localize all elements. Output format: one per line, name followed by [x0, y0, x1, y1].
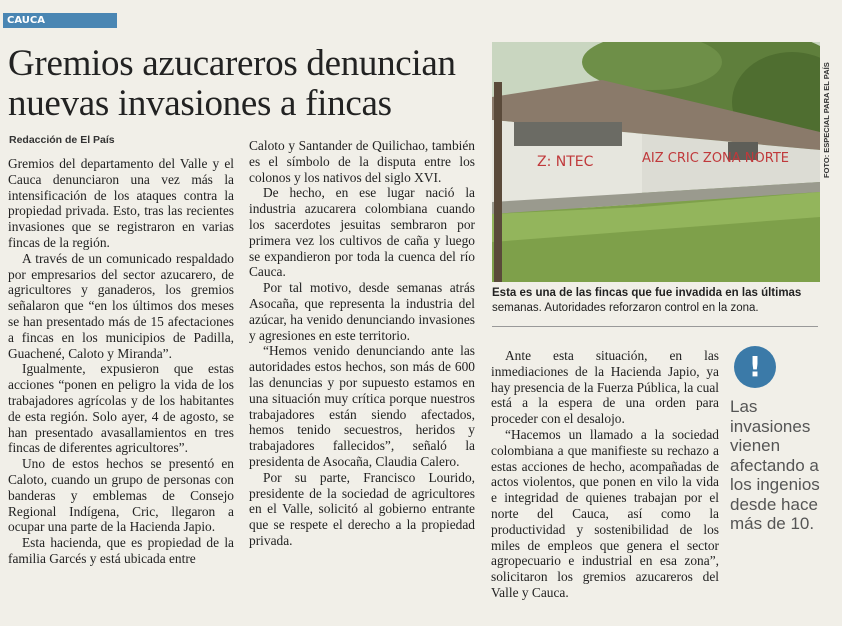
paragraph: De hecho, en ese lugar nació la industria azucarera colombiana cuando los sacerdotes jesuitas sembraron por primera vez los cultivos de caña y luego se expandieron por toda la cuenca del río Cauca.	[249, 185, 475, 280]
photo-caption	[492, 286, 822, 316]
photo-credit: FOTO: ESPECIAL PARA EL PAÍS	[822, 62, 831, 178]
section-tag: CAUCA	[3, 13, 117, 28]
wall-graffiti: Z: NTEC	[537, 154, 594, 170]
paragraph: Igualmente, expusieron que estas acciones “ponen en peligro la vida de los trabajadores agrícolas y de los habitantes de esta región. Solo ayer, 4 de agosto, se han presentado avasallamientos en tres fincas de diferentes agricultores”.	[8, 361, 234, 456]
paragraph: Caloto y Santander de Quilichao, también es el símbolo de la disputa entre los colonos y los nativos del siglo XVI.	[249, 138, 475, 185]
paragraph: “Hemos venido denunciando ante las autoridades estos hechos, son más de 600 las denuncias y por supuesto estamos en una situación muy crítica porque nuestros trabajadores están siendo afectados, hemos tenido secuestros, heridos y trabajadores fallecidos”, señaló la presidenta de Asocaña, Claudia Calero.	[249, 343, 475, 469]
paragraph: A través de un comunicado respaldado por empresarios del sector azucarero, de agricultores y ganaderos, los gremios señalaron que “en los últimos dos meses se han presentado más de 15 afectaciones a fincas en los municipios de Padilla, Guachené, Caloto y Miranda”.	[8, 250, 234, 361]
divider	[492, 326, 818, 327]
article-column-2	[249, 138, 475, 549]
paragraph: Gremios del departamento del Valle y el Cauca denunciaron una vez más la intensificación de los ataques contra la propiedad privada. Esto, tras las recientes invasiones que se registraron en varias fincas de la región.	[8, 156, 234, 250]
article-photo	[492, 42, 820, 282]
pull-quote: Las invasiones vienen afectando a los ingenios desde hace más de 10.	[730, 397, 820, 533]
paragraph: Ante esta situación, en las inmediaciones de la Hacienda Japio, ya hay presencia de la Fuerza Pública, la cual está a la espera de una orden para proceder con el desalojo.	[491, 348, 719, 427]
paragraph: Por tal motivo, desde semanas atrás Asocaña, que representa la industria del azúcar, ha venido denunciando invasiones y agresiones en este territorio.	[249, 280, 475, 343]
caption-text: semanas. Autoridades reforzaron control en la zona.	[492, 302, 759, 314]
paragraph: Esta hacienda, que es propiedad de la familia Garcés y está ubicada entre	[8, 535, 234, 566]
caption-bold: Esta es una de las fincas que fue invadida en las últimas	[492, 287, 802, 299]
article-column-1	[8, 156, 234, 567]
byline: Redacción de El País	[9, 134, 115, 146]
article-column-3	[491, 348, 719, 601]
paragraph: “Hacemos un llamado a la sociedad colombiana a que manifieste su rechazo a estas acciones de hecho, acompañadas de actos violentos, que ponen en vilo la vida e integridad de quienes trabajan por el norte del Cauca, así como la productividad y sostenibilidad de los miles de empleos que genera el sector agropecuario e industrial en esa zona”, solicitaron los gremios azucareros del Valle y Cauca.	[491, 426, 719, 600]
exclamation-icon: !	[734, 346, 776, 388]
paragraph: Uno de estos hechos se presentó en Caloto, cuando un grupo de personas con banderas y emblemas de Consejo Regional Indígena, Cric, llegaron a ocupar una parte de la Hacienda Japio.	[8, 456, 234, 535]
headline: Gremios azucareros denuncian nuevas invasiones a fincas	[8, 43, 456, 124]
photo-scene	[492, 42, 820, 282]
wall-graffiti: AIZ CRIC ZONA NORTE	[642, 151, 790, 166]
paragraph: Por su parte, Francisco Lourido, presidente de la sociedad de agricultores en el Valle, solicitó al gobierno entrante que se respete el derecho a la propiedad privada.	[249, 469, 475, 548]
